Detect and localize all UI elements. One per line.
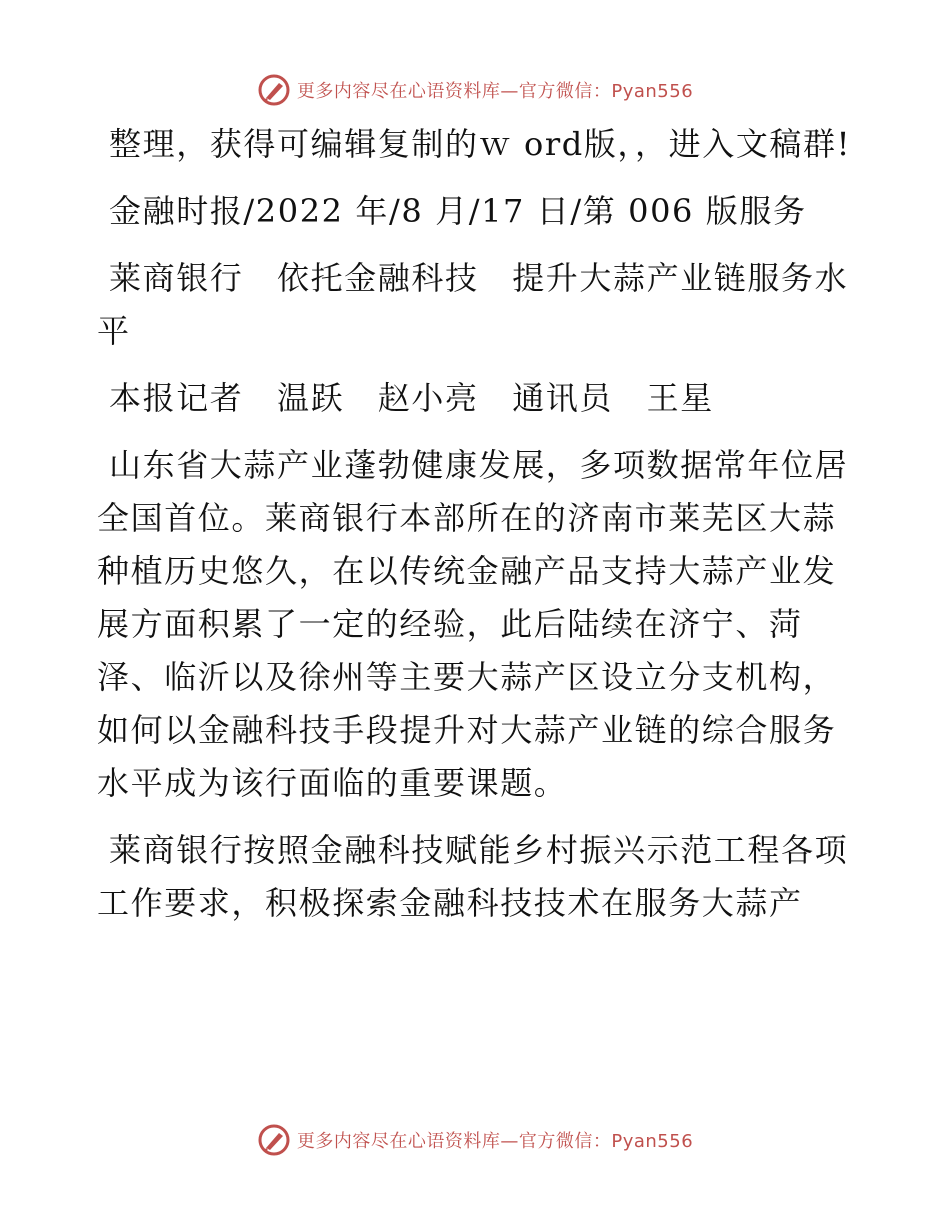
article-title: 莱商银行 依托金融科技 提升大蒜产业链服务水平 [97,259,849,350]
watermark-contact: —官方微信：Pyan556 [500,81,694,102]
footer-watermark [0,1120,950,1160]
body-paragraph-2: 莱商银行按照金融科技赋能乡村振兴示范工程各项工作要求，积极探索金融科技技术在服务大蒜产 [97,831,849,922]
document-body [97,118,857,944]
byline: 本报记者 温跃 赵小亮 通讯员 王星 [109,379,714,417]
watermark-brand: 更多内容尽在心语资料库 [296,81,501,102]
intro-note: 整理，获得可编辑复制的ｗ ord版，，进入文稿群! [109,125,852,163]
pen-logo-icon [257,73,291,107]
source-line: 金融时报/2022 年/8 月/17 日/第 006 版服务 [109,192,807,230]
body-paragraph-1: 山东省大蒜产业蓬勃健康发展，多项数据常年位居全国首位。莱商银行本部所在的济南市莱芜区大蒜种植历史悠久，在以传统金融产品支持大蒜产业发展方面积累了一定的经验，此后陆续在济宁、菏泽、临沂以及徐州等主要大蒜产区设立分支机构，如何以金融科技手段提升对大蒜产业链的综合服务水平成为该行面临的重要课题。 [97,446,849,802]
watermark-contact: —官方微信：Pyan556 [500,1131,694,1152]
header-watermark [0,70,950,110]
pen-logo-icon [257,1123,291,1157]
watermark-brand: 更多内容尽在心语资料库 [296,1131,501,1152]
